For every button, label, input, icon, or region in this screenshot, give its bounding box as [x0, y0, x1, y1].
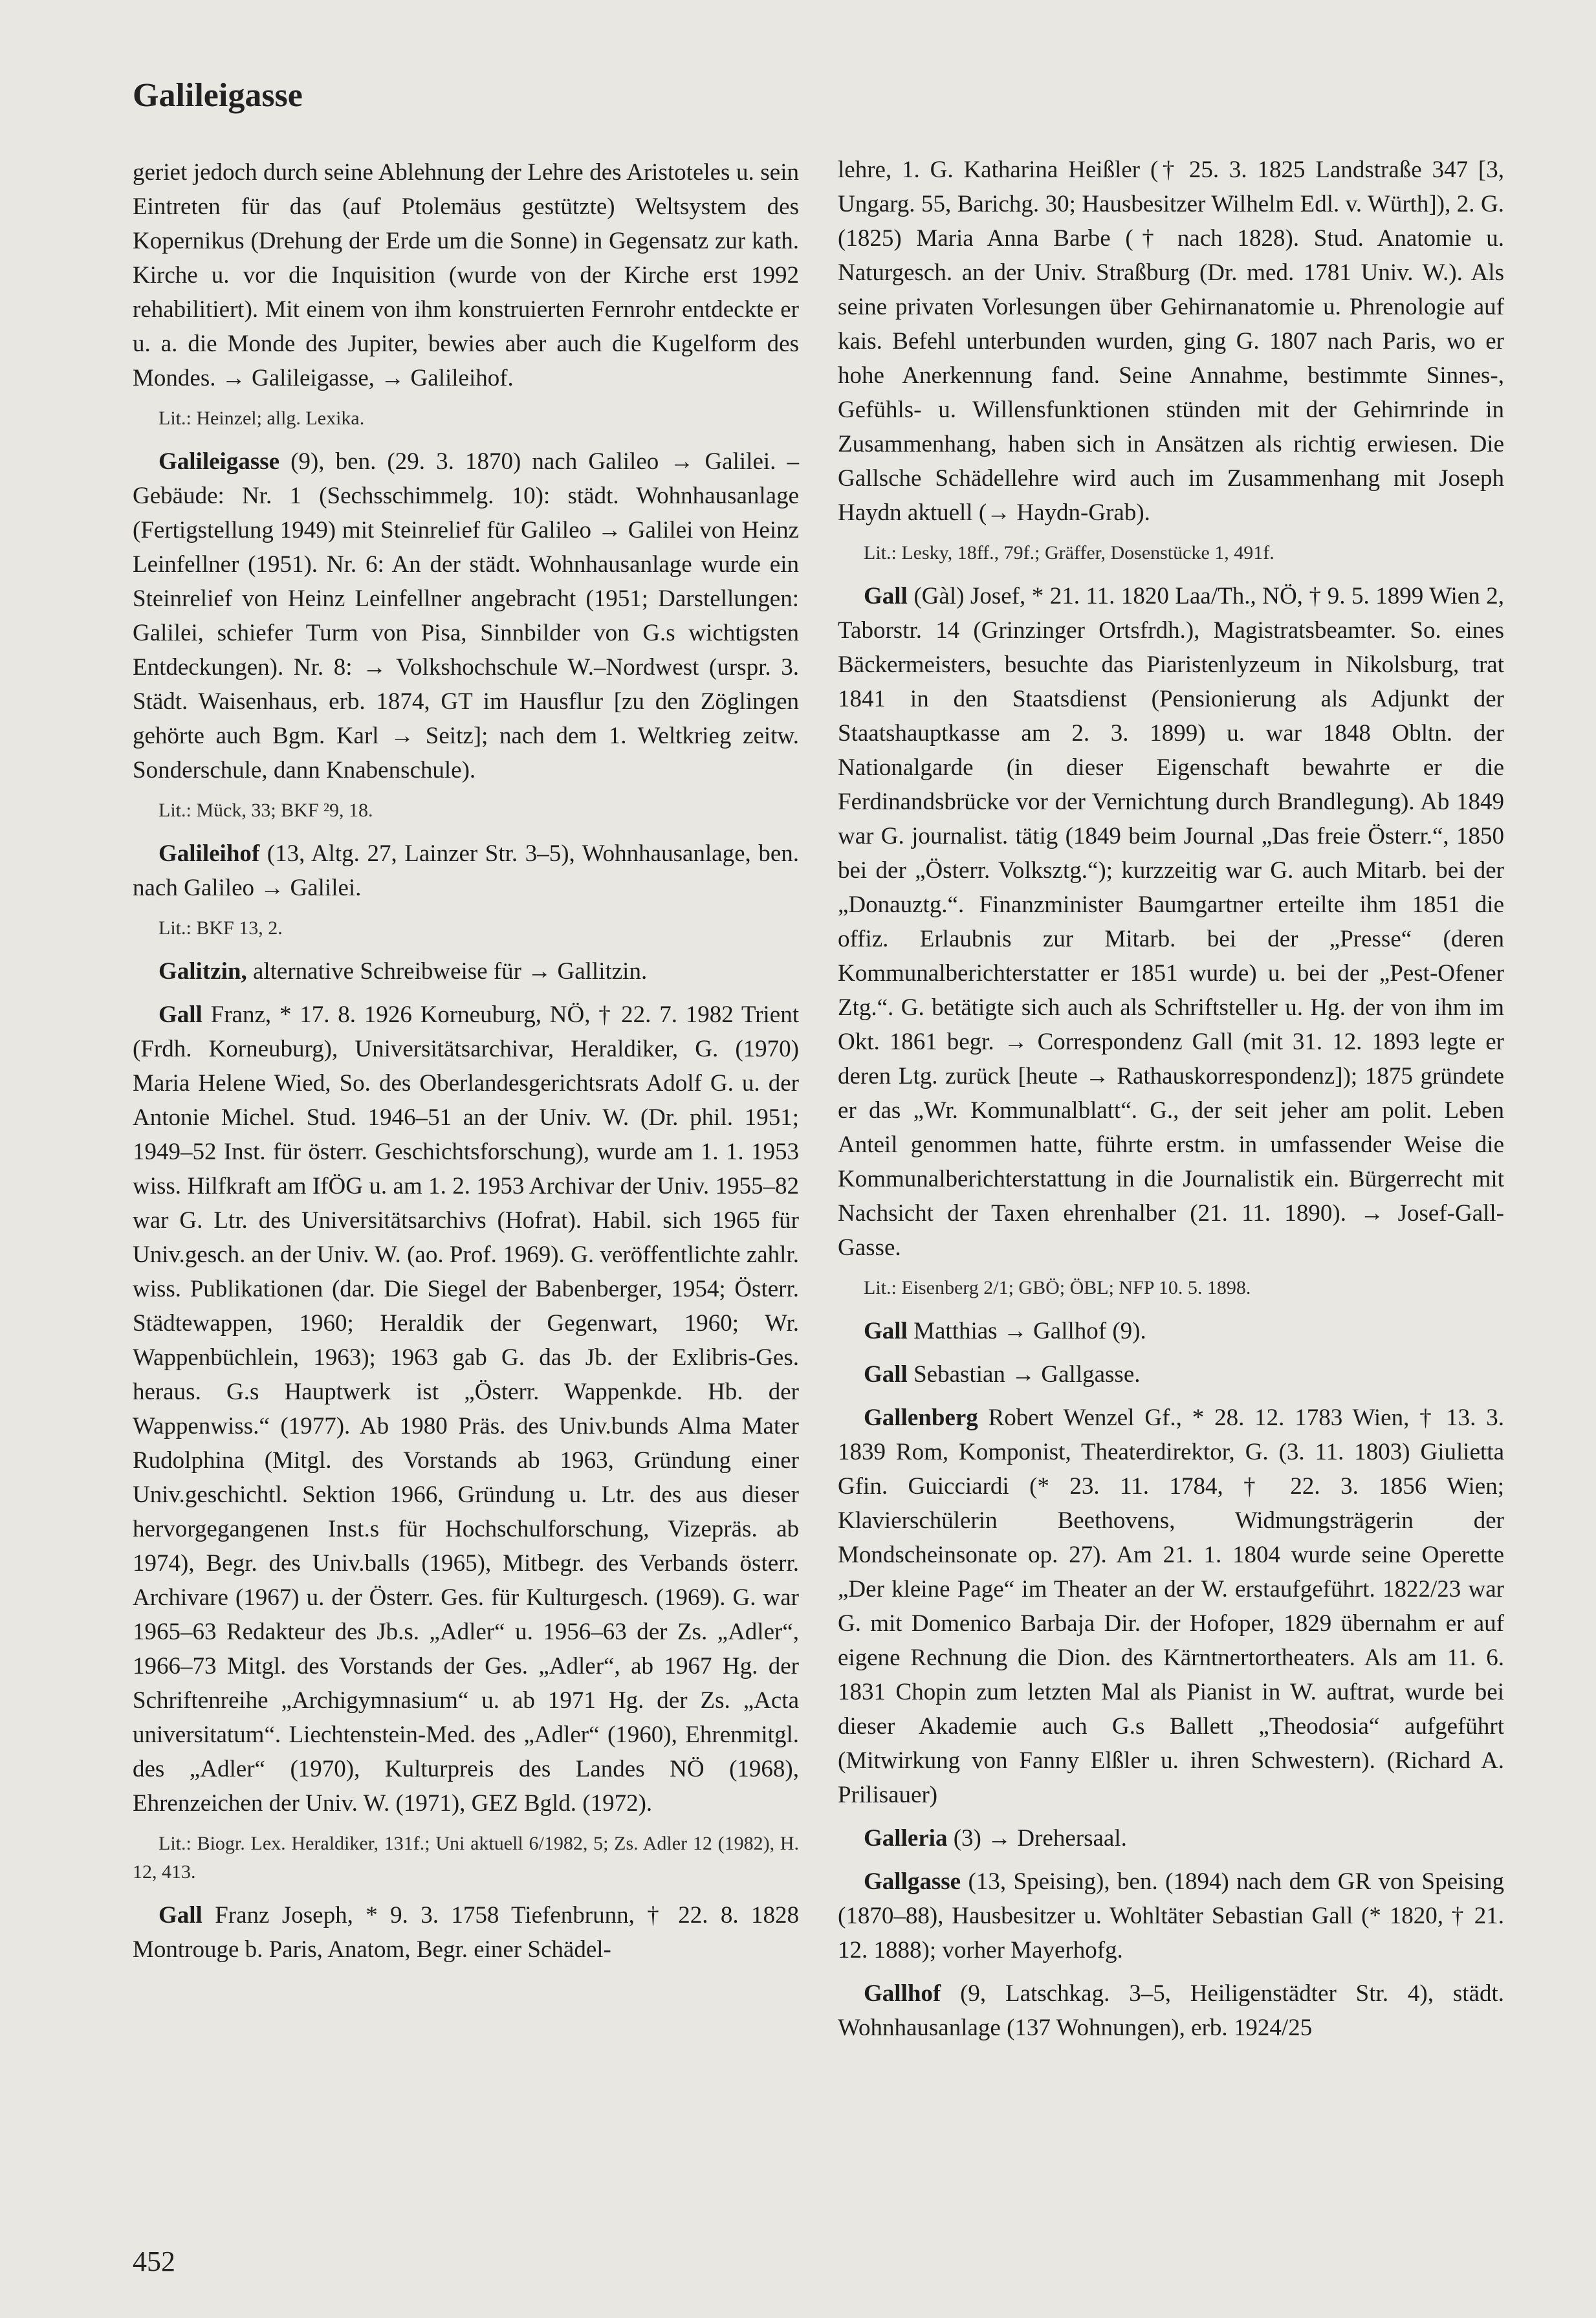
dictionary-entry — [133, 1898, 799, 1967]
literature-reference: Lit.: Eisenberg 2/1; GBÖ; ÖBL; NFP 10. 5. 1898. — [864, 1277, 1251, 1298]
entry-headword: Galitzin, — [159, 958, 247, 985]
entry-text: (13, Altg. 27, Lainzer Str. 3–5), Wohnhausanlage, ben. nach Galileo → Galilei. — [133, 840, 799, 901]
entry-continuation: geriet jedoch durch seine Ablehnung der Lehre des Aristoteles u. sein Eintreten für das (auf Ptolemäus gestützte) Weltsystem des Kopernikus (Drehung der Erde um die Sonne) in Gegensatz zur kath. Kirche u. vor die Inquisition (wurde von der Kirche erst 1992 rehabilitiert). Mit einem von ihm konstruierten Fernrohr entdeckte er u. a. die Monde des Jupiter, bewies aber auch die Kugelform des Mondes. → Galileigasse, → Galileihof. — [133, 159, 799, 391]
literature-reference: Lit.: Mück, 33; BKF ²9, 18. — [159, 800, 373, 821]
entry-text: (9, Latschkag. 3–5, Heiligenstädter Str. 4), städt. Wohnhausanlage (137 Wohnungen), erb. 1924/25 — [838, 1980, 1504, 2041]
entry-headword: Galileigasse — [159, 448, 280, 475]
literature-reference: Lit.: BKF 13, 2. — [159, 917, 283, 939]
literature-reference: Lit.: Lesky, 18ff., 79f.; Gräffer, Dosenstücke 1, 491f. — [864, 542, 1274, 563]
dictionary-entry — [838, 1821, 1504, 1855]
dictionary-entry — [838, 1357, 1504, 1392]
entry-text: Franz, * 17. 8. 1926 Korneuburg, NÖ, † 22. 7. 1982 Trient (Frdh. Korneuburg), Universitätsarchivar, Heraldiker, G. (1970) Maria Helene Wied, So. des Oberlandesgerichtsrats Adolf G. u. der Antonie Michel. Stud. 1946–51 an der Univ. W. (Dr. phil. 1951; 1949–52 Inst. für österr. Geschichtsforschung), wurde am 1. 1. 1953 wiss. Hilfkraft am IfÖG u. am 1. 2. 1953 Archivar der Univ. 1955–82 war G. Ltr. des Universitätsarchivs (Hofrat). Habil. sich 1965 für Univ.gesch. an der Univ. W. (ao. Prof. 1969). G. veröffentlichte zahlr. wiss. Publikationen (dar. Die Siegel der Babenberger, 1954; Österr. Städtewappen, 1960; Heraldik der Gegenwart, 1960; Wr. Wappenbüchlein, 1963); 1963 gab G. das Jb. der Exlibris-Ges. heraus. G.s Hauptwerk ist „Österr. Wappenkde. Hb. der Wappenwiss.“ (1977). Ab 1980 Präs. des Univ.bunds Alma Mater Rudolphina (Mitgl. des Vorstands ab 1963, Gründung einer Univ.geschichtl. Sektion 1966, Gründung u. Ltr. des aus dieser hervorgegangenen Inst.s für Hochschulforschung, Vizepräs. ab 1974), Begr. des Univ.balls (1965), Mitbegr. des Verbands österr. Archivare (1967) u. der Österr. Ges. für Kulturgesch. (1969). G. war 1965–63 Redakteur des Jb.s. „Adler“ u. 1956–63 der Zs. „Adler“, 1966–73 Mitgl. des Vorstands der Ges. „Adler“, ab 1967 Hg. der Schriftenreihe „Archigymnasium“ u. ab 1971 Hg. der Zs. „Acta universitatum“. Liechtenstein-Med. des „Adler“ (1960), Ehrenmitgl. des „Adler“ (1970), Kulturpreis des Landes NÖ (1968), Ehrenzeichen der Univ. W. (1971), GEZ Bgld. (1972). — [133, 1001, 799, 1817]
entry-text: (13, Speising), ben. (1894) nach dem GR von Speising (1870–88), Hausbesitzer u. Wohltäter Sebastian Gall (* 1820, † 21. 12. 1888); vorher Mayerhofg. — [838, 1868, 1504, 1963]
entry-text: (Gàl) Josef, * 21. 11. 1820 Laa/Th., NÖ, † 9. 5. 1899 Wien 2, Taborstr. 14 (Grinzinger Ortsfrdh.), Magistratsbeamter. So. eines Bäckermeisters, besuchte das Piaristenlyzeum in Nikolsburg, trat 1841 in den Staatsdienst (Pensionierung als Adjunkt der Staatshauptkasse am 2. 3. 1899) u. war 1848 Obltn. der Nationalgarde (in dieser Eigenschaft bewahrte er die Ferdinandsbrücke vor der Vernichtung durch Brandlegung). Ab 1849 war G. journalist. tätig (1849 beim Journal „Das freie Österr.“, 1850 bei der „Österr. Volksztg.“); kurzzeitig war G. auch Mitarb. bei der „Donauztg.“. Finanzminister Baumgartner erteilte ihm 1851 die offiz. Erlaubnis zur Mitarb. bei der „Presse“ (deren Kommunalberichterstatter er 1851 wurde) u. bei der „Pest-Ofener Ztg.“. G. betätigte sich auch als Schriftsteller u. Hg. der von ihm im Okt. 1861 begr. → Correspondenz Gall (mit 31. 12. 1893 legte er deren Ltg. zurück [heute → Rathauskorrespondenz]); 1875 gründete er das „Wr. Kommunalblatt“. G., der seit jeher am polit. Leben Anteil genommen hatte, führte erstm. in umfassender Weise die Kommunalberichterstattung in die Journalistik ein. Bürgerrecht mit Nachsicht der Taxen ehrenhalber (21. 11. 1890). → Josef-Gall-Gasse. — [838, 583, 1504, 1261]
entry-text: Sebastian → Gallgasse. — [907, 1361, 1141, 1388]
entry-text: Robert Wenzel Gf., * 28. 12. 1783 Wien, † 13. 3. 1839 Rom, Komponist, Theaterdirektor, G. (3. 11. 1803) Giulietta Gfin. Guicciardi (* 23. 11. 1784, † 22. 3. 1856 Wien; Klavierschülerin Beethovens, Widmungsträgerin der Mondscheinsonate op. 27). Am 21. 1. 1804 wurde seine Operette „Der kleine Page“ im Theater an der W. erstaufgeführt. 1822/23 war G. mit Domenico Barbaja Dir. der Hofoper, 1829 übernahm er auf eigene Rechnung die Dion. des Kärntnertortheaters. Als am 11. 6. 1831 Chopin zum letzten Mal als Pianist in W. auftrat, wurde bei dieser Akademie auch G.s Ballett „Theodosia“ aufgeführt (Mitwirkung von Fanny Elßler u. ihren Schwestern). (Richard A. Prilisauer) — [838, 1405, 1504, 1808]
entry-headword: Gall — [159, 1001, 202, 1028]
entry-headword: Gall — [864, 1361, 908, 1388]
entry-headword: Gall — [159, 1902, 202, 1929]
entry-text: (9), ben. (29. 3. 1870) nach Galileo → Galilei. – Gebäude: Nr. 1 (Sechsschimmelg. 10): städt. Wohnhausanlage (Fertigstellung 1949) mit Steinrelief für Galileo → Galilei von Heinz Leinfellner (1951). Nr. 6: An der städt. Wohnhausanlage wurde ein Steinrelief von Heinz Leinfellner angebracht (1951; Darstellungen: Galilei, schiefer Turm von Pisa, Sinnbilder von G.s wichtigsten Entdeckungen). Nr. 8: → Volkshochschule W.–Nordwest (urspr. 3. Städt. Waisenhaus, erb. 1874, GT im Hausflur [zu den Zöglingen gehörte auch Bgm. Karl → Seitz]; nach dem 1. Weltkrieg zeitw. Sonderschule, dann Knabenschule). — [133, 448, 799, 783]
dictionary-entry — [133, 954, 799, 989]
dictionary-entry — [133, 998, 799, 1821]
entry-text: Matthias → Gallhof (9). — [907, 1318, 1146, 1344]
entry-headword: Gallgasse — [864, 1868, 961, 1895]
dictionary-entry — [133, 444, 799, 787]
dictionary-entry — [838, 1314, 1504, 1348]
entry-text: Franz Joseph, * 9. 3. 1758 Tiefenbrunn, † 22. 8. 1828 Montrouge b. Paris, Anatom, Begr. einer Schädel- — [133, 1902, 799, 1963]
entry-text: alternative Schreibweise für → Gallitzin. — [246, 958, 648, 985]
right-column — [838, 153, 1504, 2054]
left-column — [133, 155, 799, 1976]
entry-headword: Gallenberg — [864, 1405, 978, 1431]
entry-continuation: lehre, 1. G. Katharina Heißler († 25. 3. 1825 Landstraße 347 [3, Ungarg. 55, Barichg. 30; Hausbesitzer Wilhelm Edl. v. Würth]), 2. G. (1825) Maria Anna Barbe († nach 1828). Stud. Anatomie u. Naturgesch. an der Univ. Straßburg (Dr. med. 1781 Univ. W.). Als seine privaten Vorlesungen über Gehirnanatomie u. Phrenologie auf kais. Befehl unterbunden wurden, ging G. 1807 nach Paris, wo er hohe Anerkennung fand. Seine Annahme, bestimmte Sinnes-, Gefühls- u. Willensfunktionen stünden mit der Gehirnrinde in Zusammenhang, haben sich in Ansätzen als richtig erwiesen. Die Gallsche Schädellehre wird auch im Zusammenhang mit Joseph Haydn aktuell (→ Haydn-Grab). — [838, 157, 1504, 526]
dictionary-entry — [838, 1976, 1504, 2045]
entry-headword: Galileihof — [159, 840, 260, 867]
entry-headword: Galleria — [864, 1825, 948, 1852]
literature-reference: Lit.: Biogr. Lex. Heraldiker, 131f.; Uni aktuell 6/1982, 5; Zs. Adler 12 (1982), H. 12, 413. — [133, 1833, 799, 1883]
entry-headword: Gall — [864, 1318, 908, 1344]
entry-headword: Gallhof — [864, 1980, 941, 2007]
dictionary-entry — [133, 836, 799, 905]
entry-text: (3) → Drehersaal. — [947, 1825, 1127, 1852]
dictionary-entry — [838, 579, 1504, 1265]
running-header: Galileigasse — [133, 77, 303, 114]
literature-reference: Lit.: Heinzel; allg. Lexika. — [159, 408, 365, 429]
dictionary-entry — [838, 1864, 1504, 1967]
entry-headword: Gall — [864, 583, 908, 609]
dictionary-entry — [838, 1401, 1504, 1812]
page-number: 452 — [133, 2246, 175, 2277]
